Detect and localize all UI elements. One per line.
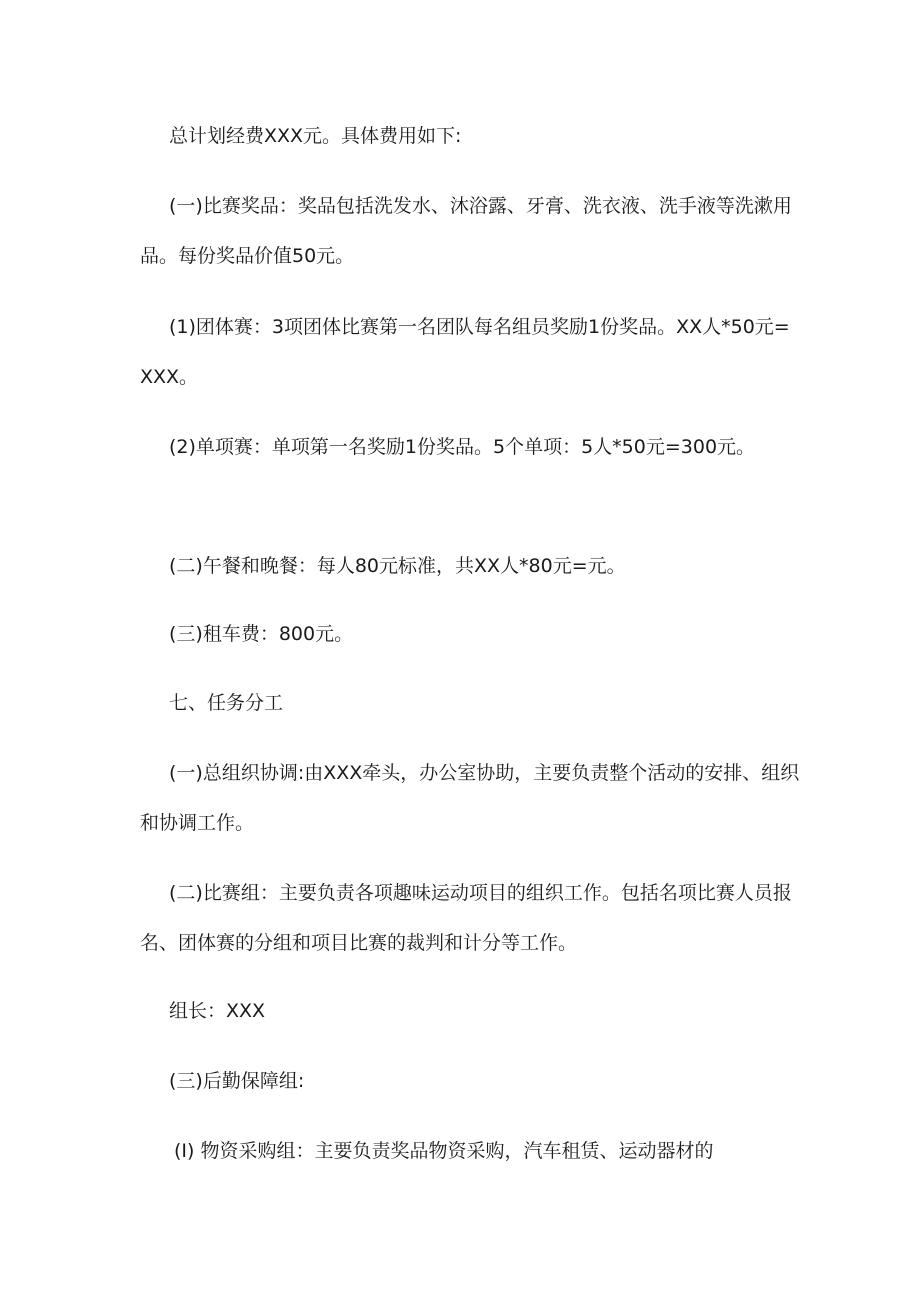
paragraph-team-event: (1)团体赛：3项团体比赛第一名团队每名组员奖励1份奖品。XX人*50元=XXX。 [140,316,790,388]
paragraph-coordination: (一)总组织协调:由XXX牵头，办公室协助，主要负责整个活动的安排、组织和协调工作。 [140,762,800,834]
paragraph-prizes: (一)比赛奖品：奖品包括洗发水、沐浴露、牙膏、洗衣液、洗手液等洗漱用品。每份奖品价值50元。 [140,195,792,267]
paragraph-procurement-group: (I) 物资采购组：主要负责奖品物资采购，汽车租赁、运动器材的 [174,1140,714,1162]
paragraph-car-rental: (三)租车费：800元。 [169,623,354,645]
paragraph-meals: (二)午餐和晚餐：每人80元标准，共XX人*80元=元。 [169,555,626,577]
paragraph-logistics-group: (三)后勤保障组: [169,1070,305,1092]
paragraph-single-event: (2)单项赛：单项第一名奖励1份奖品。5个单项：5人*50元=300元。 [169,436,756,458]
section-heading-task-division: 七、任务分工 [169,692,284,714]
paragraph-total-budget: 总计划经费XXX元。具体费用如下: [169,125,462,147]
paragraph-group-leader: 组长：XXX [169,1000,266,1022]
paragraph-competition-group: (二)比赛组：主要负责各项趣味运动项目的组织工作。包括名项比赛人员报名、团体赛的分组和项目比赛的裁判和计分等工作。 [140,882,792,954]
